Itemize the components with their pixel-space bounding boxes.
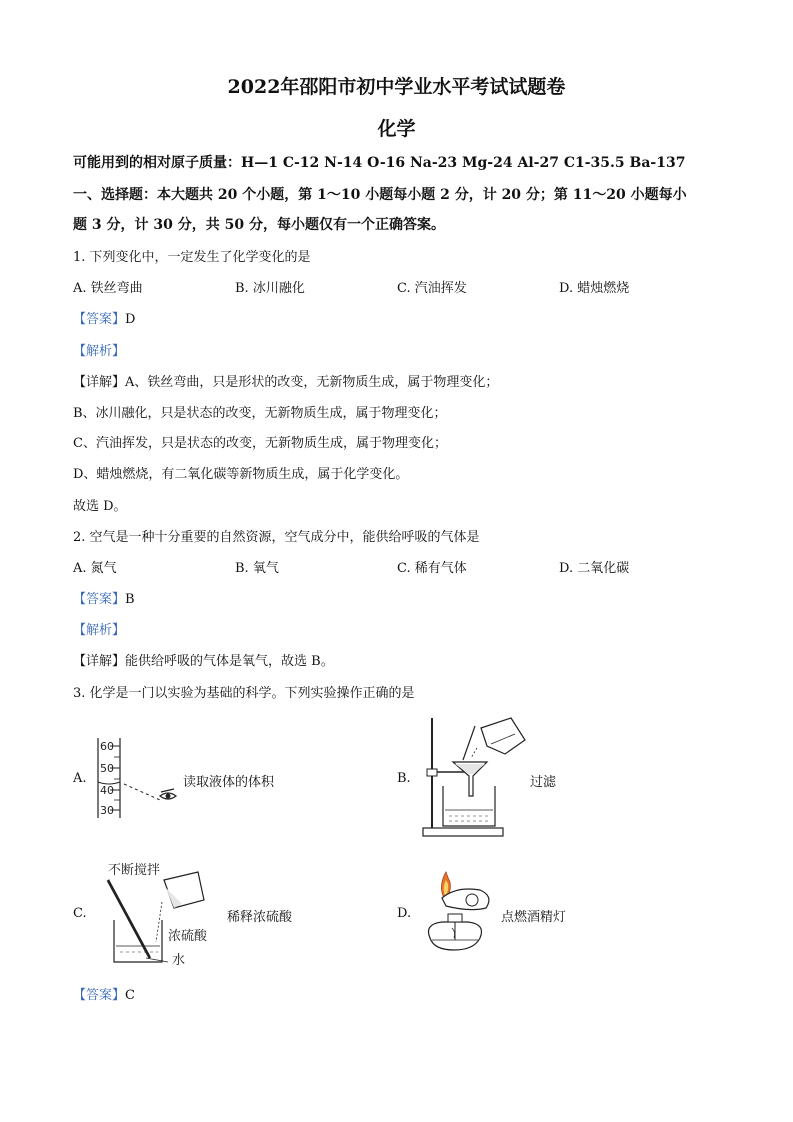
- q1-option-d: D. 蜡烛燃烧: [559, 281, 630, 296]
- q1-detail-line2: B、冰川融化，只是状态的改变，无新物质生成，属于物理变化；: [73, 406, 447, 421]
- q2-option-b: B. 氧气: [235, 561, 279, 576]
- q1-detail-line3: C、汽油挥发，只是状态的改变，无新物质生成，属于物理变化；: [73, 436, 447, 451]
- answer-tag: 【答案】: [73, 592, 126, 607]
- tick-label-40: 40: [100, 784, 114, 797]
- q2-stem: 2. 空气是一种十分重要的自然资源，空气成分中，能供给呼吸的气体是: [73, 530, 480, 545]
- q2-option-c: C. 稀有气体: [397, 561, 467, 576]
- q2-analysis-tag: 【解析】: [73, 623, 126, 638]
- q2-option-d: D. 二氧化碳: [559, 561, 630, 576]
- section-instructions-line1: 一、选择题：本大题共 20 个小题，第 1～10 小题每小题 2 分，计 20 分；第 11～20 小题每小: [73, 187, 687, 203]
- page-title: 2022年邵阳市初中学业水平考试试题卷: [227, 76, 566, 98]
- eye-icon: [160, 789, 176, 799]
- q2-option-a: A. 氮气: [73, 561, 117, 576]
- q3-option-a-letter: A.: [73, 771, 87, 786]
- alcohol-lamp-diagram: [416, 868, 506, 962]
- q1-option-c: C. 汽油挥发: [397, 281, 467, 296]
- tick-label-60: 60: [100, 740, 114, 753]
- q3-answer: [73, 984, 135, 1003]
- section-instructions-line2: 题 3 分，计 30 分，共 50 分，每小题仅有一个正确答案。: [73, 217, 445, 233]
- label-conc-sulfuric-acid: 浓硫酸: [168, 929, 208, 944]
- q2-detail-text: 能供给呼吸的气体是氧气，故选 B。: [125, 654, 334, 669]
- q3-option-b-letter: B.: [397, 771, 411, 786]
- q1-answer: [73, 308, 135, 327]
- tick-label-30: 30: [100, 804, 114, 817]
- q1-analysis-tag: 【解析】: [73, 344, 126, 359]
- q3-caption-a: 读取液体的体积: [183, 775, 275, 790]
- label-water: 水: [172, 953, 186, 968]
- q3-option-d-letter: D.: [397, 906, 412, 921]
- answer-tag: 【答案】: [73, 312, 126, 327]
- subject-title: 化学: [377, 118, 416, 140]
- q1-conclusion: 故选 D。: [73, 499, 127, 514]
- q3-caption-d: 点燃酒精灯: [501, 910, 567, 925]
- q2-answer-value: B: [125, 592, 135, 607]
- tick-label-50: 50: [100, 762, 114, 775]
- answer-tag: 【答案】: [73, 988, 126, 1003]
- q3-caption-c: 稀释浓硫酸: [227, 910, 293, 925]
- q3-stem: 3. 化学是一门以实验为基础的科学。下列实验操作正确的是: [73, 686, 415, 701]
- atomic-masses: 可能用到的相对原子质量：H—1 C-12 N-14 O-16 Na-23 Mg-24 Al-27 C1-35.5 Ba-137: [73, 155, 686, 171]
- q1-option-b: B. 冰川融化: [235, 281, 305, 296]
- q3-answer-value: C: [125, 988, 135, 1003]
- label-stirring: 不断搅拌: [108, 863, 161, 878]
- cylinder-reading-diagram: [88, 730, 188, 825]
- q2-detail: [73, 650, 334, 669]
- q3-option-c-letter: C.: [73, 906, 87, 921]
- q1-detail-line4: D、蜡烛燃烧，有二氧化碳等新物质生成，属于化学变化。: [73, 467, 409, 482]
- q1-answer-value: D: [125, 312, 136, 327]
- q3-caption-b: 过滤: [530, 775, 557, 790]
- detail-tag: 【详解】: [73, 654, 126, 669]
- q1-stem: 1. 下列变化中，一定发生了化学变化的是: [73, 250, 311, 265]
- detail-tag: 【详解】: [73, 375, 126, 390]
- q1-detail-line1: [73, 371, 498, 390]
- q1-detail-text: A、铁丝弯曲，只是形状的改变，无新物质生成，属于物理变化；: [125, 375, 499, 390]
- q2-answer: [73, 588, 135, 607]
- dilution-diagram: [92, 858, 222, 970]
- q1-option-a: A. 铁丝弯曲: [73, 281, 143, 296]
